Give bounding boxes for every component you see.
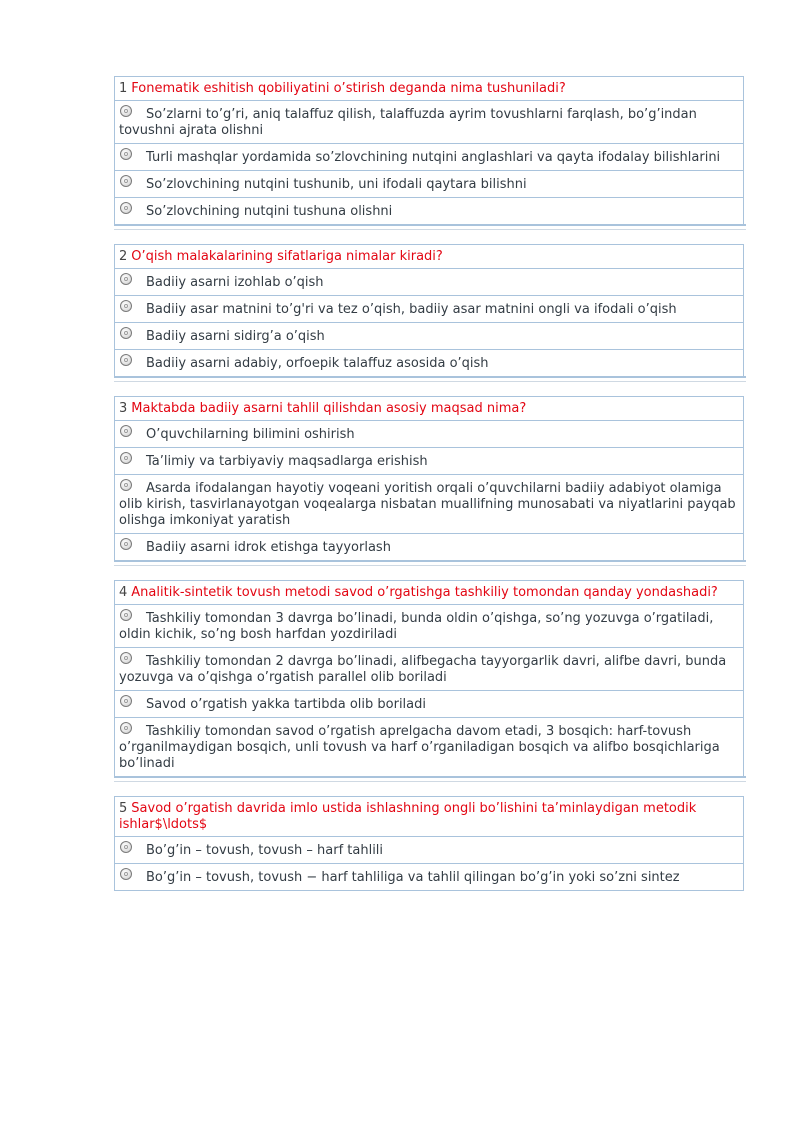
answer-option[interactable] — [114, 836, 744, 863]
answer-option-text: Tashkiliy tomondan 3 davrga bo’linadi, bunda oldin o’qishga, so’ng yozuvga o’rgatiladi, oldin kichik, so’ng bosh harfdan yozdiriladi — [119, 611, 714, 642]
radio-button-icon[interactable] — [120, 652, 132, 664]
question-block — [114, 244, 744, 382]
answer-option-text: Ta’limiy va tarbiyaviy maqsadlarga erishish — [146, 454, 428, 469]
question-divider — [114, 376, 746, 382]
answer-option-text: Tashkiliy tomondan 2 davrga bo’linadi, alifbegacha tayyorgarlik davri, alifbe davri, bunda yozuvga va o’qishga o’rgatish parallel olib boriladi — [119, 654, 727, 685]
answer-option-text: Badiiy asarni adabiy, orfoepik talaffuz asosida o’qish — [146, 356, 489, 371]
question-header — [114, 396, 744, 420]
answer-option[interactable] — [114, 717, 744, 776]
radio-button-icon[interactable] — [120, 695, 132, 707]
radio-button-icon[interactable] — [120, 175, 132, 187]
answer-option-text: Bo’g’in – tovush, tovush − harf tahliliga va tahlil qilingan bo’g’in yoki so’zni sintez — [146, 870, 680, 885]
answer-option[interactable] — [114, 349, 744, 376]
answer-option-text: So’zlovchining nutqini tushunib, uni ifodali qaytara bilishni — [146, 177, 527, 192]
answer-option[interactable] — [114, 604, 744, 647]
answer-option-text: Badiiy asarni sidirg’a o’qish — [146, 329, 325, 344]
radio-button-icon[interactable] — [120, 425, 132, 437]
answer-option-text: Asarda ifodalangan hayotiy voqeani yoritish orqali o’quvchilarni badiiy adabiyot olamiga olib kirish, tasvirlanayotgan voqealarga nisbatan muallifning munosabati va niyatlarini payqab olishga imkoniyat yaratish — [119, 481, 736, 528]
answer-option-text: Badiiy asar matnini to’g'ri va tez o’qish, badiiy asar matnini ongli va ifodali o’qish — [146, 302, 677, 317]
answer-option[interactable] — [114, 100, 744, 143]
question-block — [114, 396, 744, 566]
answer-option[interactable] — [114, 474, 744, 533]
question-divider — [114, 776, 746, 782]
answer-option[interactable] — [114, 295, 744, 322]
question-divider — [114, 560, 746, 566]
question-number: 3 — [119, 401, 128, 416]
answer-option-text: Badiiy asarni idrok etishga tayyorlash — [146, 540, 391, 555]
answer-option[interactable] — [114, 533, 744, 560]
radio-button-icon[interactable] — [120, 148, 132, 160]
radio-button-icon[interactable] — [120, 105, 132, 117]
question-block — [114, 796, 744, 891]
answer-option-text: So’zlovchining nutqini tushuna olishni — [146, 204, 393, 219]
question-block — [114, 76, 744, 230]
answer-option[interactable] — [114, 863, 744, 891]
radio-button-icon[interactable] — [120, 479, 132, 491]
answer-option-text: Bo’g’in – tovush, tovush – harf tahlili — [146, 843, 384, 858]
radio-button-icon[interactable] — [120, 202, 132, 214]
answer-option-text: Savod o’rgatish yakka tartibda olib boriladi — [146, 697, 426, 712]
radio-button-icon[interactable] — [120, 609, 132, 621]
question-number: 2 — [119, 249, 128, 264]
question-text: Savod o’rgatish davrida imlo ustida ishlashning ongli bo’lishini ta’minlaydigan metodik ishlar$\ldots$ — [119, 801, 697, 832]
question-header — [114, 76, 744, 100]
answer-option[interactable] — [114, 268, 744, 295]
answer-option[interactable] — [114, 690, 744, 717]
question-text: Analitik-sintetik tovush metodi savod o’rgatishga tashkiliy tomondan qanday yondashadi? — [131, 585, 718, 600]
radio-button-icon[interactable] — [120, 327, 132, 339]
question-text: O’qish malakalarining sifatlariga nimalar kiradi? — [131, 249, 443, 264]
answer-option[interactable] — [114, 170, 744, 197]
answer-option-text: Badiiy asarni izohlab o’qish — [146, 275, 324, 290]
answer-option-text: O’quvchilarning bilimini oshirish — [146, 427, 355, 442]
radio-button-icon[interactable] — [120, 354, 132, 366]
question-text: Fonematik eshitish qobiliyatini o’stirish deganda nima tushuniladi? — [131, 81, 566, 96]
answer-option[interactable] — [114, 447, 744, 474]
question-text: Maktabda badiiy asarni tahlil qilishdan asosiy maqsad nima? — [131, 401, 527, 416]
answer-option[interactable] — [114, 647, 744, 690]
answer-option[interactable] — [114, 420, 744, 447]
question-block — [114, 580, 744, 782]
answer-option[interactable] — [114, 197, 744, 224]
radio-button-icon[interactable] — [120, 538, 132, 550]
answer-option[interactable] — [114, 322, 744, 349]
radio-button-icon[interactable] — [120, 273, 132, 285]
radio-button-icon[interactable] — [120, 300, 132, 312]
question-divider — [114, 224, 746, 230]
radio-button-icon[interactable] — [120, 841, 132, 853]
answer-option-text: So’zlarni to’g’ri, aniq talaffuz qilish, talaffuzda ayrim tovushlarni farqlash, bo’g’indan tovushni ajrata olishni — [119, 107, 697, 138]
radio-button-icon[interactable] — [120, 722, 132, 734]
question-number: 1 — [119, 81, 128, 96]
question-header — [114, 244, 744, 268]
radio-button-icon[interactable] — [120, 452, 132, 464]
quiz-list — [114, 76, 744, 891]
answer-option-text: Turli mashqlar yordamida so’zlovchining nutqini anglashlari va qayta ifodalay bilishlarini — [146, 150, 721, 165]
question-header — [114, 580, 744, 604]
question-number: 4 — [119, 585, 128, 600]
question-header — [114, 796, 744, 836]
question-number: 5 — [119, 801, 128, 816]
radio-button-icon[interactable] — [120, 868, 132, 880]
answer-option[interactable] — [114, 143, 744, 170]
answer-option-text: Tashkiliy tomondan savod o’rgatish aprelgacha davom etadi, 3 bosqich: harf-tovush o’rganilmaydigan bosqich, unli tovush va harf o’rganiladigan bosqich va alifbo bosqichlariga bo’linadi — [119, 724, 720, 771]
